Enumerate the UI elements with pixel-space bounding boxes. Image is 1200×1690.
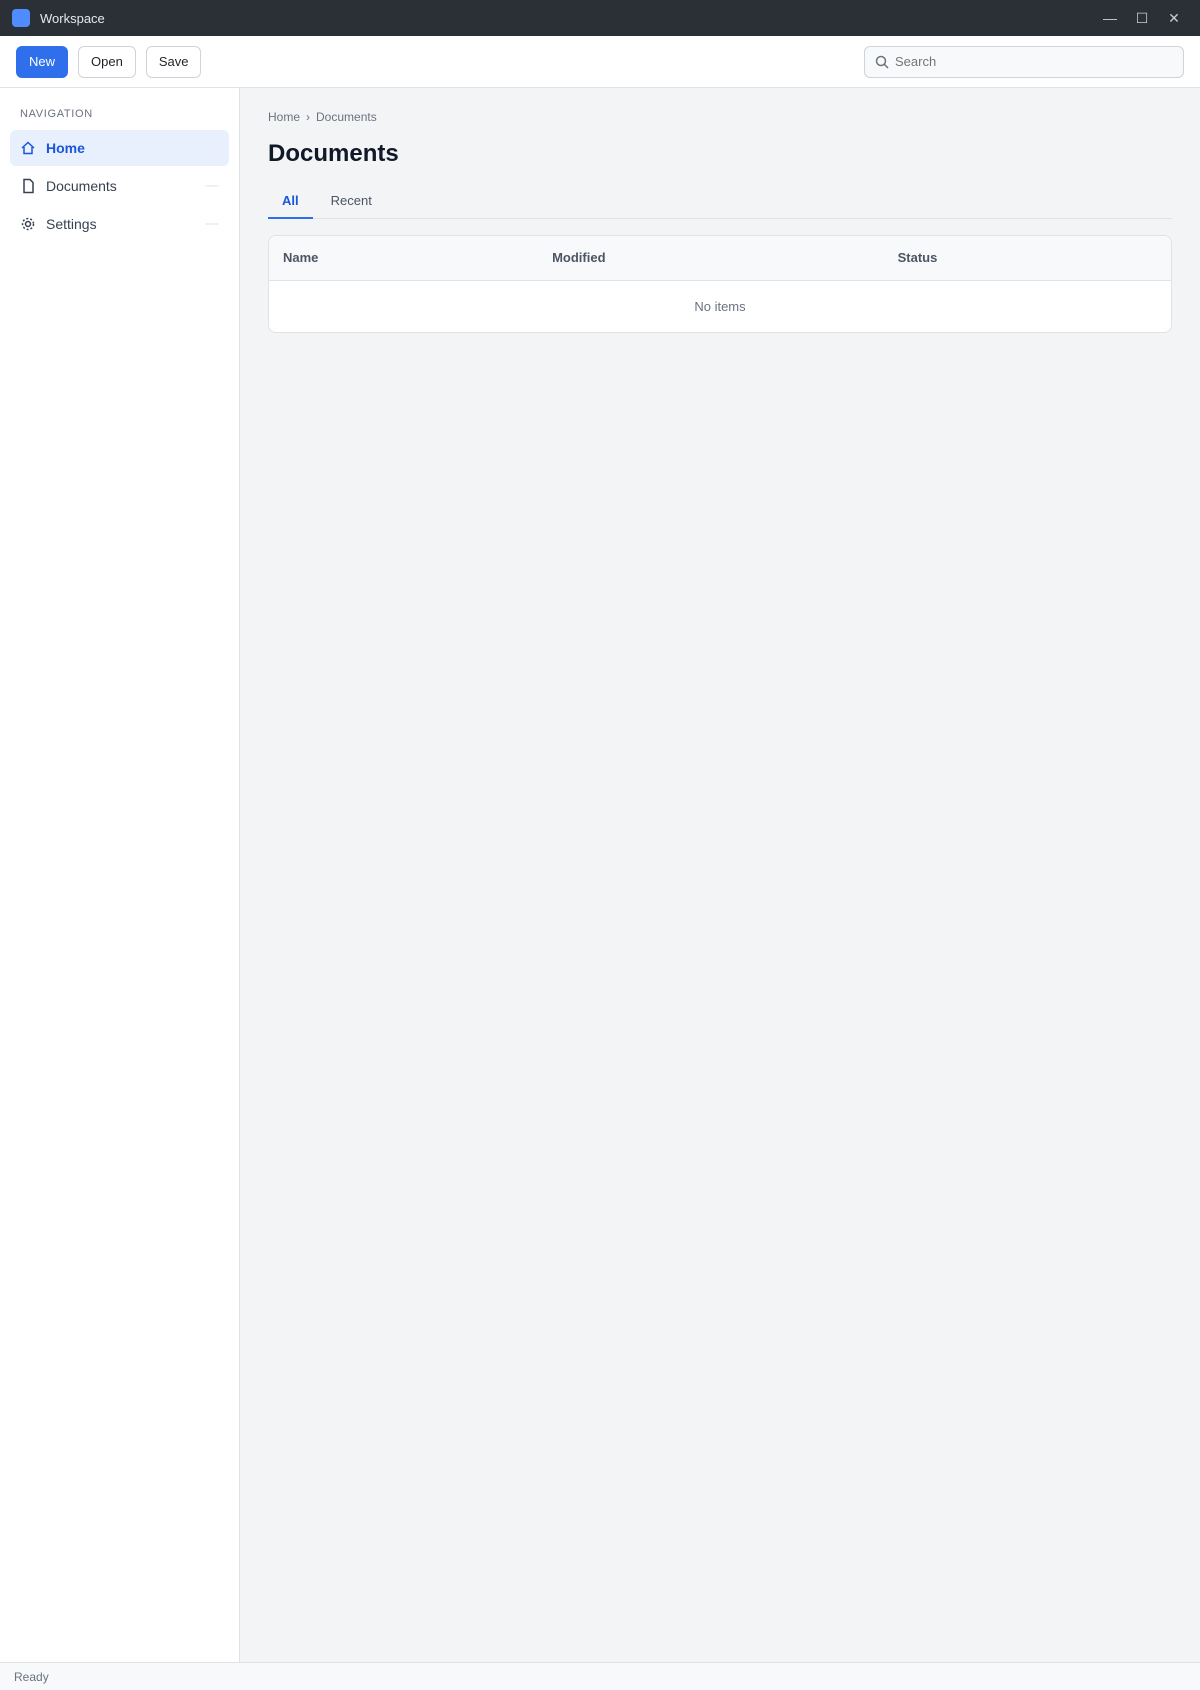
open-button[interactable]: Open xyxy=(78,46,136,78)
search-icon xyxy=(875,55,889,69)
save-button[interactable]: Save xyxy=(146,46,202,78)
close-button[interactable]: ✕ xyxy=(1168,9,1180,26)
breadcrumb-item[interactable]: Documents xyxy=(316,110,377,124)
document-icon xyxy=(20,178,36,194)
sidebar-item-settings[interactable] xyxy=(10,206,229,242)
sidebar-item-count xyxy=(205,185,219,187)
status-text: Ready xyxy=(14,1669,49,1684)
minimize-button[interactable]: — xyxy=(1103,10,1117,26)
maximize-button[interactable]: ☐ xyxy=(1135,9,1149,26)
sidebar-item-label: Home xyxy=(46,140,85,156)
empty-state-message: No items xyxy=(694,298,746,314)
sidebar-heading: NAVIGATION xyxy=(20,108,93,120)
column-header-name[interactable]: Name xyxy=(269,236,538,280)
sidebar-item-count xyxy=(205,223,219,225)
breadcrumb xyxy=(268,110,1172,124)
tab-bar xyxy=(268,184,1172,219)
sidebar-item-home[interactable] xyxy=(10,130,229,166)
new-button[interactable]: New xyxy=(16,46,68,78)
table-header-row xyxy=(269,236,1171,280)
main-panel xyxy=(240,88,1200,1662)
toolbar xyxy=(0,36,1200,88)
status-bar xyxy=(0,1662,1200,1690)
content-area xyxy=(0,88,1200,1662)
search-box[interactable] xyxy=(864,46,1184,78)
tab-all[interactable]: All xyxy=(268,184,313,219)
breadcrumb-separator: › xyxy=(306,110,311,124)
search-input[interactable] xyxy=(895,54,1173,69)
window-title: Workspace xyxy=(40,10,105,26)
gear-icon xyxy=(20,216,36,232)
sidebar-item-label: Documents xyxy=(46,178,117,194)
page-title: Documents xyxy=(268,140,399,167)
sidebar-item-label: Settings xyxy=(46,216,97,232)
breadcrumb-item[interactable]: Home xyxy=(268,110,301,124)
sidebar-item-documents[interactable] xyxy=(10,168,229,204)
sidebar xyxy=(0,88,240,1662)
title-bar xyxy=(0,0,1200,36)
tab-recent[interactable]: Recent xyxy=(330,193,372,208)
home-icon xyxy=(20,140,36,156)
app-icon xyxy=(12,9,30,27)
items-table-card xyxy=(268,235,1172,333)
column-header-modified[interactable]: Modified xyxy=(538,236,884,280)
sidebar-item-count xyxy=(205,147,219,149)
window-controls xyxy=(1096,6,1188,30)
items-table xyxy=(269,236,1171,281)
column-header-status[interactable]: Status xyxy=(884,236,1171,280)
